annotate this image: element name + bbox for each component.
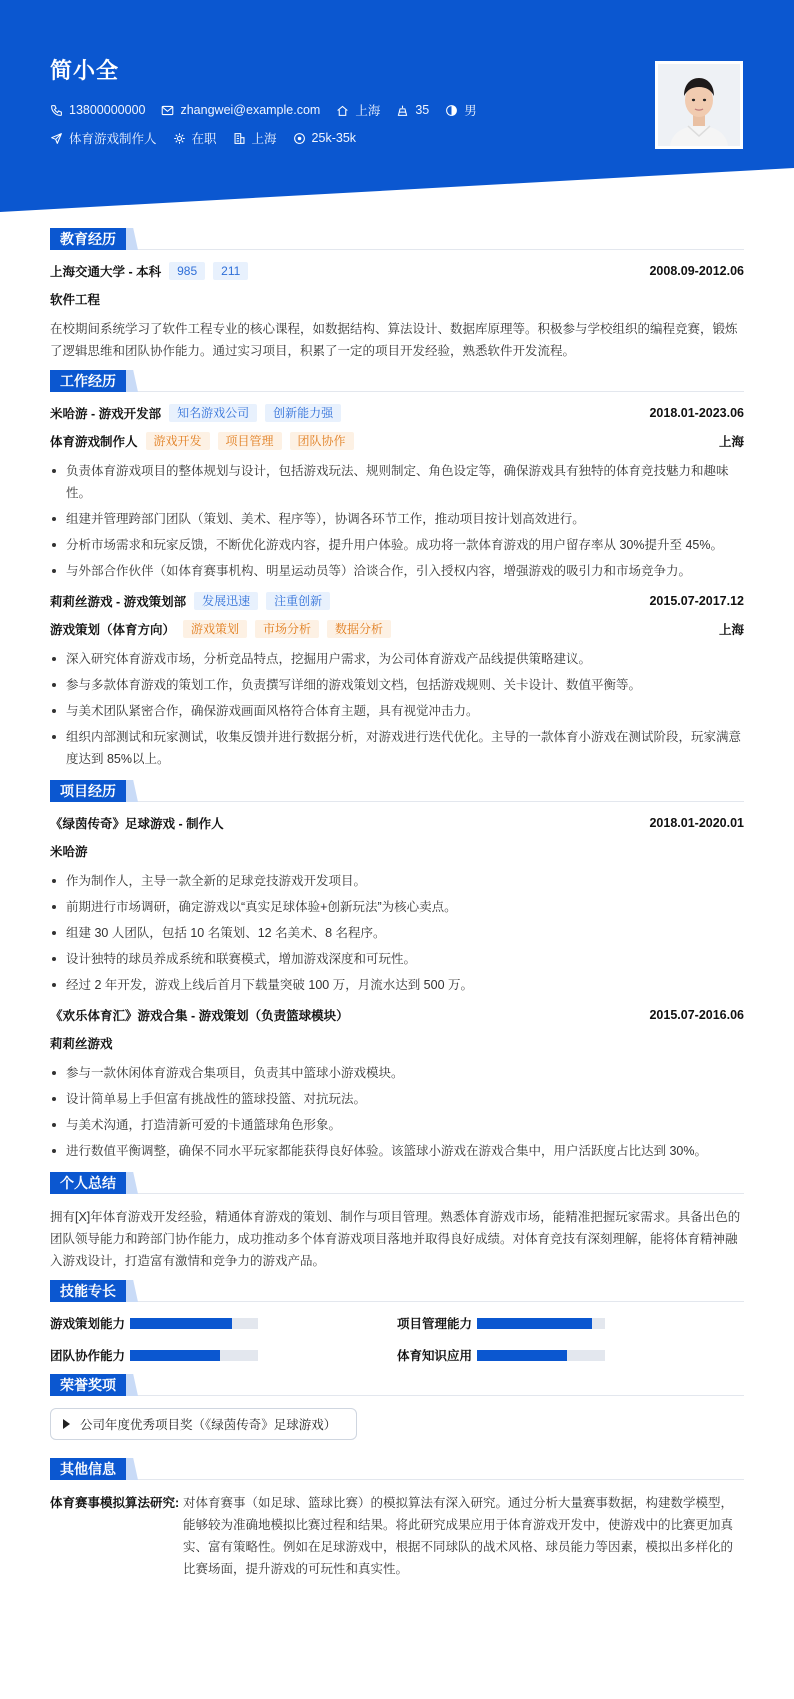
play-icon	[63, 1419, 70, 1429]
skill-item	[50, 1346, 397, 1364]
education-description: 在校期间系统学习了软件工程专业的核心课程，如数据结构、算法设计、数据库原理等。积极参与学校组织的编程竞赛，锻炼了逻辑思维和团队协作能力。通过实习项目，积累了一定的项目开发经验，熟悉软件开发流程。	[50, 322, 738, 358]
target-job-text: 体育游戏制作人	[69, 132, 157, 146]
list-item: 作为制作人，主导一款全新的足球竞技游戏开发项目。	[50, 870, 744, 892]
project-row	[50, 1006, 744, 1024]
project-bullets	[50, 1062, 744, 1162]
skill-name: 游戏策划能力	[50, 1317, 126, 1331]
summary-section	[50, 1172, 744, 1272]
job-entry	[50, 592, 744, 770]
section-title: 个人总结	[50, 1172, 126, 1194]
skill-bar	[130, 1350, 258, 1361]
section-header	[50, 1458, 744, 1480]
status-text: 在职	[191, 132, 217, 146]
education-date: 2008.09-2012.06	[649, 264, 744, 278]
list-item: 与美术团队紧密合作，确保游戏画面风格符合体育主题，具有视觉冲击力。	[50, 700, 744, 722]
major-name: 软件工程	[50, 293, 101, 307]
section-title: 荣誉奖项	[50, 1374, 126, 1396]
section-header	[50, 1374, 744, 1396]
age-item	[396, 103, 429, 117]
list-item: 深入研究体育游戏市场，分析竞品特点，挖掘用户需求，为公司体育游戏产品线提供策略建议。	[50, 648, 744, 670]
target-job-item	[50, 129, 157, 147]
award-item[interactable]	[50, 1408, 357, 1440]
project-name: 《绿茵传奇》足球游戏 - 制作人	[50, 817, 224, 831]
section-title: 工作经历	[50, 370, 126, 392]
list-item: 经过 2 年开发，游戏上线后首月下载量突破 100 万，月流水达到 500 万。	[50, 974, 744, 996]
section-header	[50, 1280, 744, 1302]
company-tag: 注重创新	[266, 592, 330, 610]
job-intent-row	[50, 129, 493, 147]
role-row	[50, 432, 744, 450]
list-item: 组建并管理跨部门团队（策划、美术、程序等），协调各环节工作，推动项目按计划高效进行。	[50, 508, 744, 530]
projects-section	[50, 780, 744, 1162]
section-title: 项目经历	[50, 780, 126, 802]
role-tag: 市场分析	[255, 620, 319, 638]
other-text: 对体育赛事（如足球、篮球比赛）的模拟算法有深入研究。通过分析大量赛事数据，构建数学模型，能够较为准确地模拟比赛过程和结果。将此研究成果应用于体育游戏开发中，使游戏中的比赛更加真实、富有策略性。例如在足球游戏中，根据不同球队的战术风格、球员能力等因素，模拟出多样化的比赛场面，提升游戏的可玩性和真实性。	[183, 1496, 734, 1576]
skill-bar	[477, 1318, 605, 1329]
company-row	[50, 592, 744, 610]
project-company: 米哈游	[50, 845, 88, 859]
salary-text: 25k-35k	[311, 131, 357, 145]
project-entry	[50, 814, 744, 996]
list-item: 前期进行市场调研，确定游戏以“真实足球体验+创新玩法”为核心卖点。	[50, 896, 744, 918]
role-row	[50, 620, 744, 638]
other-section	[50, 1458, 744, 1580]
project-date: 2018.01-2020.01	[649, 816, 744, 830]
list-item: 设计独特的球员养成系统和联赛模式，增加游戏深度和可玩性。	[50, 948, 744, 970]
skill-fill	[130, 1318, 232, 1329]
profile-photo	[655, 61, 743, 149]
job-role: 体育游戏制作人	[50, 435, 138, 449]
list-item: 组建 30 人团队，包括 10 名策划、12 名美术、8 名程序。	[50, 922, 744, 944]
project-row	[50, 814, 744, 832]
job-bullets	[50, 648, 744, 770]
role-tag: 数据分析	[327, 620, 391, 638]
skill-name: 项目管理能力	[397, 1317, 473, 1331]
skill-bar	[130, 1318, 258, 1329]
skills-section	[50, 1280, 744, 1364]
job-entry	[50, 404, 744, 582]
company-name: 米哈游 - 游戏开发部	[50, 407, 162, 421]
gender-item	[445, 101, 477, 119]
project-entry	[50, 1006, 744, 1162]
skill-name: 体育知识应用	[397, 1349, 473, 1363]
skill-item	[50, 1314, 397, 1332]
candidate-name: 简小全	[50, 58, 120, 83]
email-text: zhangwei@example.com	[180, 103, 321, 117]
target-city-text: 上海	[251, 132, 277, 146]
target-city-item	[233, 129, 277, 147]
job-role: 游戏策划（体育方向）	[50, 623, 176, 637]
skills-grid	[50, 1314, 744, 1364]
job-bullets	[50, 460, 744, 582]
company-row	[50, 404, 744, 422]
role-tag: 游戏策划	[183, 620, 247, 638]
job-location: 上海	[718, 435, 744, 449]
section-title: 技能专长	[50, 1280, 126, 1302]
home-icon	[336, 104, 349, 117]
summary-text: 拥有[X]年体育游戏开发经验，精通体育游戏的策划、制作与项目管理。熟悉体育游戏市场，能精准把握玩家需求。具备出色的团队领导能力和跨部门协作能力，成功推动多个体育游戏项目落地并取得良好成绩。对体育竞技有深刻理解，能将体育精神融入游戏设计，打造富有激情和竞争力的游戏产品。	[50, 1210, 741, 1268]
other-item	[50, 1492, 744, 1580]
skill-bar	[477, 1350, 605, 1361]
phone-icon	[50, 104, 63, 117]
project-company-row	[50, 842, 744, 860]
role-tag: 团队协作	[290, 432, 354, 450]
city-item	[336, 101, 380, 119]
gender-text: 男	[464, 104, 477, 118]
section-title: 教育经历	[50, 228, 126, 250]
send-icon	[50, 132, 63, 145]
list-item: 负责体育游戏项目的整体规划与设计，包括游戏玩法、规则制定、角色设定等，确保游戏具有独特的体育竞技魅力和趣味性。	[50, 460, 744, 504]
list-item: 设计简单易上手但富有挑战性的篮球投篮、对抗玩法。	[50, 1088, 744, 1110]
skill-fill	[477, 1318, 592, 1329]
email-item	[161, 103, 320, 117]
skill-fill	[130, 1350, 220, 1361]
resume-content	[50, 228, 744, 1588]
company-tag: 创新能力强	[265, 404, 341, 422]
skill-name: 团队协作能力	[50, 1349, 126, 1363]
major-row	[50, 290, 744, 308]
list-item: 组织内部测试和玩家测试，收集反馈并进行数据分析，对游戏进行迭代优化。主导的一款体育小游戏在测试阶段，玩家满意度达到 85%以上。	[50, 726, 744, 770]
cake-icon	[396, 104, 409, 117]
list-item: 进行数值平衡调整，确保不同水平玩家都能获得良好体验。该篮球小游戏在游戏合集中，用户活跃度占比达到 30%。	[50, 1140, 744, 1162]
section-title: 其他信息	[50, 1458, 126, 1480]
gender-icon	[445, 104, 458, 117]
school-tag: 211	[213, 262, 248, 280]
list-item: 与外部合作伙伴（如体育赛事机构、明星运动员等）洽谈合作，引入授权内容，增强游戏的吸引力和市场竞争力。	[50, 560, 744, 582]
list-item: 参与多款体育游戏的策划工作，负责撰写详细的游戏策划文档，包括游戏规则、关卡设计、数值平衡等。	[50, 674, 744, 696]
city-text: 上海	[355, 104, 381, 118]
gear-icon	[173, 132, 186, 145]
list-item: 分析市场需求和玩家反馈，不断优化游戏内容，提升用户体验。成功将一款体育游戏的用户留存率从 30%提升至 45%。	[50, 534, 744, 556]
list-item: 与美术沟通，打造清新可爱的卡通篮球角色形象。	[50, 1114, 744, 1136]
job-date: 2015.07-2017.12	[649, 594, 744, 608]
project-name: 《欢乐体育汇》游戏合集 - 游戏策划（负责篮球模块）	[50, 1009, 349, 1023]
job-location: 上海	[718, 623, 744, 637]
section-header	[50, 228, 744, 250]
phone-item	[50, 103, 145, 117]
coin-icon	[293, 132, 306, 145]
school-tag: 985	[169, 262, 205, 280]
role-tag: 项目管理	[218, 432, 282, 450]
skill-fill	[477, 1350, 567, 1361]
school-name: 上海交通大学 - 本科	[50, 265, 162, 279]
job-date: 2018.01-2023.06	[649, 406, 744, 420]
list-item: 参与一款休闲体育游戏合集项目，负责其中篮球小游戏模块。	[50, 1062, 744, 1084]
other-label: 体育赛事模拟算法研究:	[50, 1496, 180, 1510]
awards-section	[50, 1374, 744, 1450]
building-icon	[233, 132, 246, 145]
age-text: 35	[415, 103, 430, 117]
project-company: 莉莉丝游戏	[50, 1037, 113, 1051]
company-tag: 发展迅速	[194, 592, 258, 610]
company-name: 莉莉丝游戏 - 游戏策划部	[50, 595, 187, 609]
education-row	[50, 262, 744, 280]
section-header	[50, 780, 744, 802]
award-text: 公司年度优秀项目奖（《绿茵传奇》足球游戏）	[80, 1418, 337, 1432]
section-header	[50, 370, 744, 392]
role-tag: 游戏开发	[146, 432, 210, 450]
company-tag: 知名游戏公司	[169, 404, 257, 422]
status-item	[173, 129, 217, 147]
work-section	[50, 370, 744, 770]
education-section	[50, 228, 744, 362]
mail-icon	[161, 104, 174, 117]
contact-row	[50, 101, 493, 119]
resume-header	[50, 54, 493, 147]
project-date: 2015.07-2016.06	[649, 1008, 744, 1022]
section-header	[50, 1172, 744, 1194]
phone-text: 13800000000	[69, 103, 146, 117]
salary-item	[293, 131, 356, 145]
avatar	[658, 64, 740, 146]
project-bullets	[50, 870, 744, 996]
skill-item	[397, 1314, 744, 1332]
project-company-row	[50, 1034, 744, 1052]
skill-item	[397, 1346, 744, 1364]
